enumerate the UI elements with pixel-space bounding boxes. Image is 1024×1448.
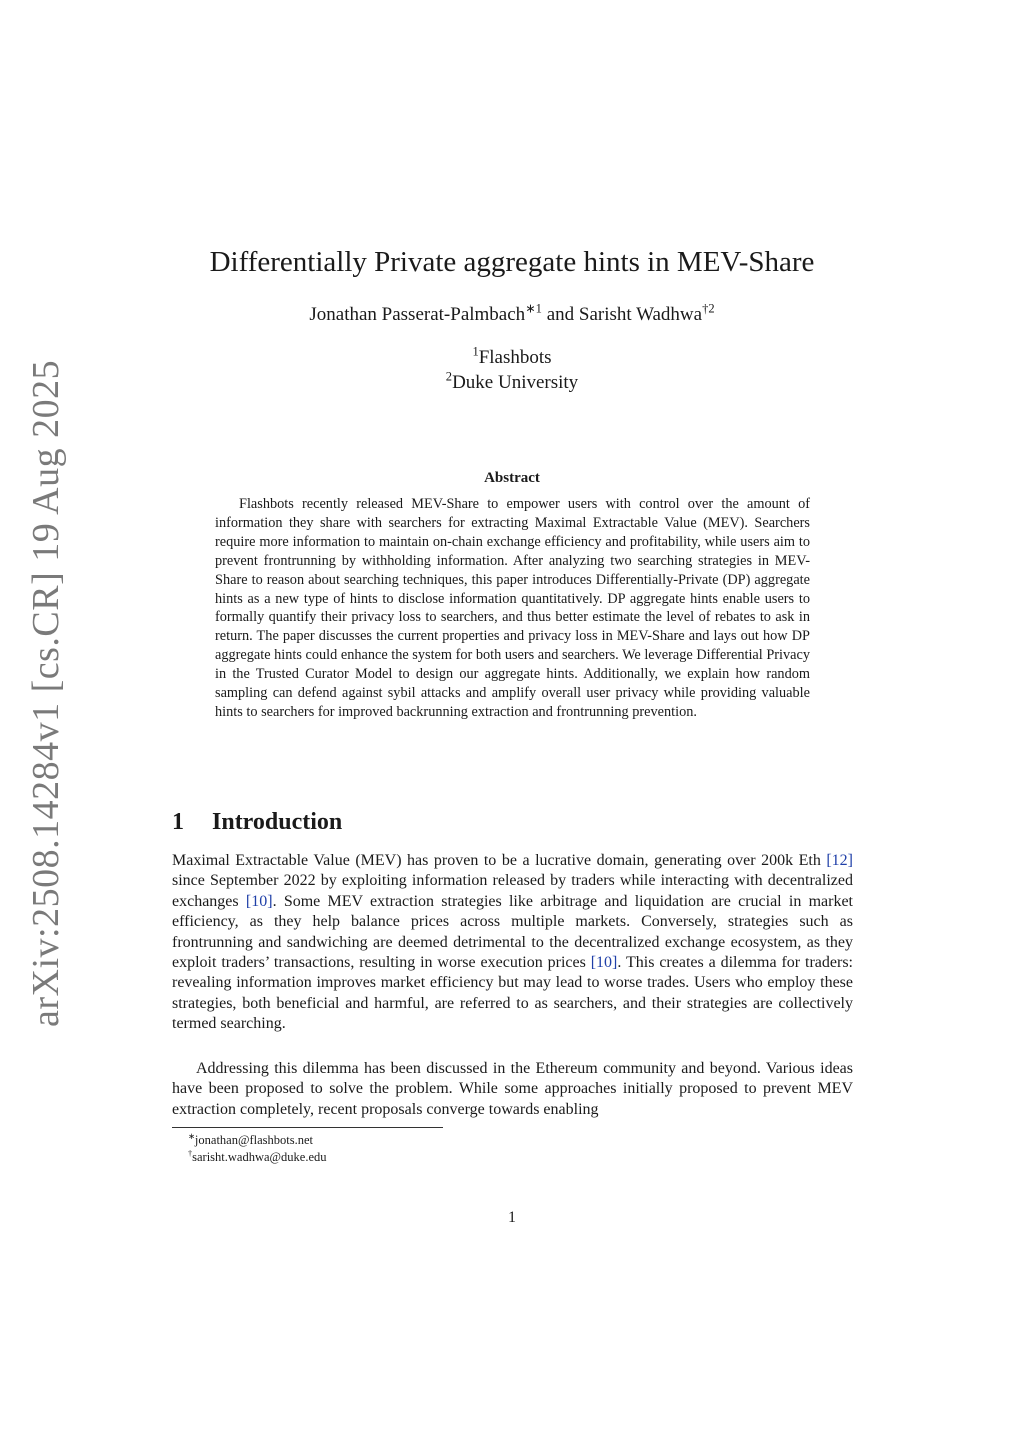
paragraph-text: since September 2022 by exploiting information released by traders while interacting with decentralized exchanges: [172, 872, 853, 910]
affiliation-name: Duke University: [452, 372, 579, 393]
paragraph-text: . Some MEV extraction strategies like arbitrage and liquidation are crucial in market efficiency, as they help balance prices across multiple markets. Conversely, strategies such as frontrunning and sandwiching are deemed detrimental to the decentralized exchange ecosystem, as they exploit traders’ transactions, resulting in worse execution prices: [172, 892, 854, 972]
footnote-mark: †: [188, 1149, 193, 1159]
intro-paragraph-2: Addressing this dilemma has been discussed in the Ethereum community and beyond. Various ideas have been proposed to solve the problem. While some approaches initially proposed to prevent MEV extraction completely, recent proposals converge towards enabling: [172, 1060, 853, 1118]
footnote-email: sarisht.wadhwa@duke.edu: [192, 1150, 327, 1164]
footnote: [188, 1149, 327, 1166]
page-number: 1: [508, 1209, 516, 1226]
author-marks: ∗1: [525, 301, 542, 316]
paragraph-text: Maximal Extractable Value (MEV) has proven to be a lucrative domain, generating over 200k Eth: [172, 852, 827, 869]
affiliation-name: Flashbots: [478, 347, 552, 368]
author-name: Sarisht Wadhwa: [578, 304, 703, 325]
arxiv-identifier-stamp: arXiv:2508.14284v1 [cs.CR] 19 Aug 2025: [25, 359, 67, 1027]
paragraph-text: . This creates a dilemma for traders: revealing information improves market efficiency but may lead to worse trades. Users who employ these strategies, both beneficial and harmful, are referred to as searchers, and their strategies are collectively termed searching.: [172, 954, 854, 1033]
abstract-text: Flashbots recently released MEV-Share to empower users with control over the amount of information they share with searchers for extracting Maximal Extractable Value (MEV). Searchers require more information to maintain on-chain exchange efficiency and profitability, while users aim to prevent frontrunning by withholding information. After analyzing two searching strategies in MEV-Share to reason about searching techniques, this paper introduces Differentially-Private (DP) aggregate hints as a new type of hints to disclose information quantitatively. DP aggregate hints enable users to formally quantify their privacy loss to searchers, and thus better estimate the level of rebates to ask in return. The paper discusses the current properties and privacy loss in MEV-Share and lays out how DP aggregate hints could enhance the system for both users and searchers. We leverage Differential Privacy in the Trusted Curator Model to design our aggregate hints. Additionally, we explain how random sampling can defend against sybil attacks and amplify overall user privacy while providing valuable hints to searchers for improved backrunning extraction and frontrunning prevention.: [215, 496, 810, 720]
author-conjunction: and: [546, 304, 575, 325]
affiliation-mark: 1: [472, 344, 479, 359]
section-title: Introduction: [212, 809, 343, 835]
author-name: Jonathan Passerat-Palmbach: [309, 304, 526, 325]
footnote-list: [188, 1132, 327, 1166]
intro-paragraph-1: [172, 851, 853, 1035]
affiliation-list: [120, 345, 904, 395]
author-marks: †2: [702, 301, 715, 316]
section-number: 1: [172, 809, 184, 835]
author-list: [120, 303, 904, 327]
citation-link[interactable]: [10]: [245, 892, 273, 910]
footnote: [188, 1132, 327, 1149]
affiliation-mark: 2: [445, 369, 453, 384]
citation-link[interactable]: [10]: [590, 954, 618, 972]
footnote-email: jonathan@flashbots.net: [194, 1133, 314, 1147]
affiliation: [120, 370, 904, 395]
section-heading: [172, 806, 342, 838]
paper-title: Differentially Private aggregate hints in MEV-Share: [209, 246, 815, 278]
abstract-heading: Abstract: [484, 470, 540, 486]
affiliation: [120, 345, 904, 370]
footnote-divider: [172, 1127, 443, 1128]
citation-link[interactable]: [12]: [826, 852, 853, 869]
footnote-mark: ∗: [188, 1132, 195, 1142]
